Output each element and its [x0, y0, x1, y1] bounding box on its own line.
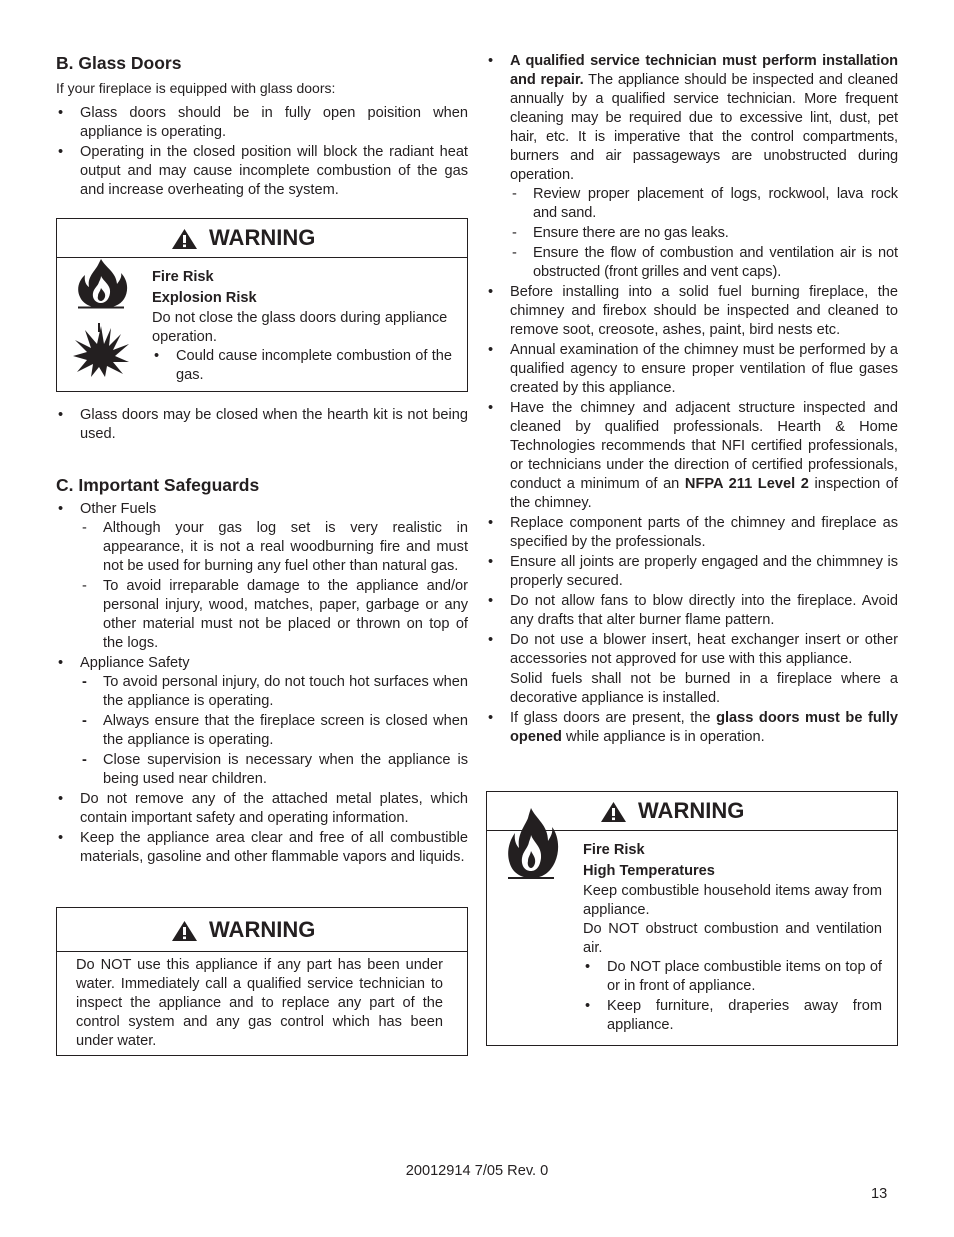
list-item: - Close supervision is necessary when the appliance is being used near children.	[80, 751, 468, 789]
warning-title: WARNING	[209, 917, 316, 942]
warning-body-text: Do NOT use this appliance if any part has been under water. Immediately call a qualified service technician to inspect the appliance and to replace any part of the control system and any gas control which has been under water.	[76, 957, 443, 1049]
list-item	[486, 399, 898, 513]
list-item: - Always ensure that the fireplace screen is closed when the appliance is operating.	[80, 712, 468, 750]
left-column	[56, 52, 468, 1056]
list-item: • Do NOT place combustible items on top of or in front of appliance.	[583, 958, 882, 996]
warning-risk-2: High Temperatures	[583, 863, 715, 879]
text: Have the chimney and adjacent structure inspected and cleaned by qualified professionals. Hearth & Home Technologies recommends that NFI certified professionals, or technicians under the direction of certified professionals, conduct a minimum of an	[510, 400, 898, 492]
list-item: - To avoid irreparable damage to the appliance and/or personal injury, wood, matches, paper, garbage or any other material must not be placed or thrown on top of the logs.	[80, 577, 468, 653]
list-item: • Glass doors should be in fully open poisition when appliance is operating.	[56, 104, 468, 142]
text: If glass doors are present, the	[510, 710, 717, 726]
right-column	[486, 52, 899, 1033]
explosion-icon	[71, 322, 131, 378]
section-b-heading: B. Glass Doors	[56, 53, 182, 73]
list-item	[486, 52, 898, 282]
right-bullets	[486, 52, 898, 747]
warning-title: WARNING	[638, 798, 745, 823]
other-fuels-label: Other Fuels	[80, 501, 157, 517]
warning-header	[57, 908, 467, 952]
list-item	[486, 631, 898, 708]
text: inspection of the chimney.	[510, 476, 898, 511]
list-item: • Annual examination of the chimney must be performed by a qualified agency to ensure proper ventilation of flue gases created by this appliance.	[486, 341, 898, 398]
other-fuels-items	[80, 519, 468, 653]
warning-body-text: Do not close the glass doors during appliance operation.	[152, 310, 448, 345]
warning-body-text: Do NOT obstruct combustion and ventilation air.	[583, 921, 882, 956]
list-item: • Ensure all joints are properly engaged and the chimmney is properly secured.	[486, 553, 898, 591]
warning-risk-2: Explosion Risk	[152, 290, 257, 306]
warning-bullets	[152, 347, 452, 385]
section-c-heading: C. Important Safeguards	[56, 475, 260, 495]
bold-text: NFPA 211 Level 2	[684, 476, 809, 492]
warning-body-text: Keep combustible household items away from appliance.	[583, 883, 882, 918]
warning-box-high-temperatures	[486, 791, 898, 1046]
warning-box-fire-explosion	[56, 218, 468, 392]
warning-text	[152, 267, 452, 386]
warning-text	[583, 840, 882, 1036]
list-item: • Operating in the closed position will block the radiant heat output and may cause incomplete combustion of the gas and increase overheating of the system.	[56, 143, 468, 200]
list-item: - Ensure the flow of combustion and ventilation air is not obstructed (front grilles and vent caps).	[510, 244, 898, 282]
text: while appliance is in operation.	[561, 729, 765, 745]
text: • Do not use a blower insert, heat exchanger insert or other accessories not approved for use with this appliance.	[510, 632, 898, 667]
list-item: - To avoid personal injury, do not touch hot surfaces when the appliance is operating.	[80, 673, 468, 711]
list-item: • Do not remove any of the attached metal plates, which contain important safety and operating information.	[56, 790, 468, 828]
warning-triangle-icon	[600, 801, 627, 823]
bold-text: glass doors must be fully opened	[510, 710, 898, 745]
list-item: • Could cause incomplete combustion of the gas.	[152, 347, 452, 385]
appliance-safety-items	[80, 673, 468, 789]
warning-risk-1: Fire Risk	[583, 842, 645, 858]
document-code: 20012914 7/05 Rev. 0	[405, 1163, 549, 1179]
text: Solid fuels shall not be burned in a fireplace where a decorative appliance is installed.	[510, 671, 898, 706]
fire-icon	[73, 258, 131, 310]
section-b-after	[56, 406, 468, 444]
section-b-bullets	[56, 104, 468, 200]
section-c-bullets	[56, 500, 468, 867]
warning-title: WARNING	[209, 225, 316, 250]
warning-risk-1: Fire Risk	[152, 269, 214, 285]
page-number: 13	[871, 1186, 888, 1202]
list-item: • Before installing into a solid fuel burning fireplace, the chimney and firebox should be inspected and cleaned to remove soot, creosote, ashes, paint, bird nests etc.	[486, 283, 898, 340]
text: The appliance should be inspected and cleaned annually by a qualified service technician. More frequent cleaning may be required due to excessive lint, dust, pet hair, etc. It is imperative that the control compartments, burners and air passageways are unobstructed during operation.	[510, 72, 899, 183]
list-item: • Keep furniture, draperies away from appliance.	[583, 997, 882, 1035]
warning-box-water	[56, 907, 468, 1056]
warning-bullets	[583, 958, 882, 1035]
warning-triangle-icon	[171, 920, 198, 942]
list-item: - Although your gas log set is very realistic in appearance, it is not a real woodburning fire and must not be used for burning any fuel other than natural gas.	[80, 519, 468, 576]
list-item: • Replace component parts of the chimney and fireplace as specified by the professionals.	[486, 514, 898, 552]
section-b-intro: If your fireplace is equipped with glass doors:	[56, 80, 336, 96]
list-item: • Keep the appliance area clear and free of all combustible materials, gasoline and other flammable vapors and liquids.	[56, 829, 468, 867]
list-item	[56, 500, 468, 653]
list-item: • Glass doors may be closed when the hearth kit is not being used.	[56, 406, 468, 444]
list-item: - Ensure there are no gas leaks.	[510, 224, 898, 243]
warning-header	[57, 219, 467, 258]
warning-triangle-icon	[171, 228, 198, 250]
list-item	[486, 709, 898, 747]
list-item: • Do not allow fans to blow directly into the fireplace. Avoid any drafts that alter burner flame pattern.	[486, 592, 898, 630]
bold-text: A qualified service technician must perform installation and repair.	[510, 53, 898, 88]
list-item	[56, 654, 468, 789]
appliance-safety-label: Appliance Safety	[80, 655, 190, 671]
check-items	[510, 185, 898, 282]
fire-icon	[503, 807, 561, 883]
list-item: - Review proper placement of logs, rockwool, lava rock and sand.	[510, 185, 898, 223]
